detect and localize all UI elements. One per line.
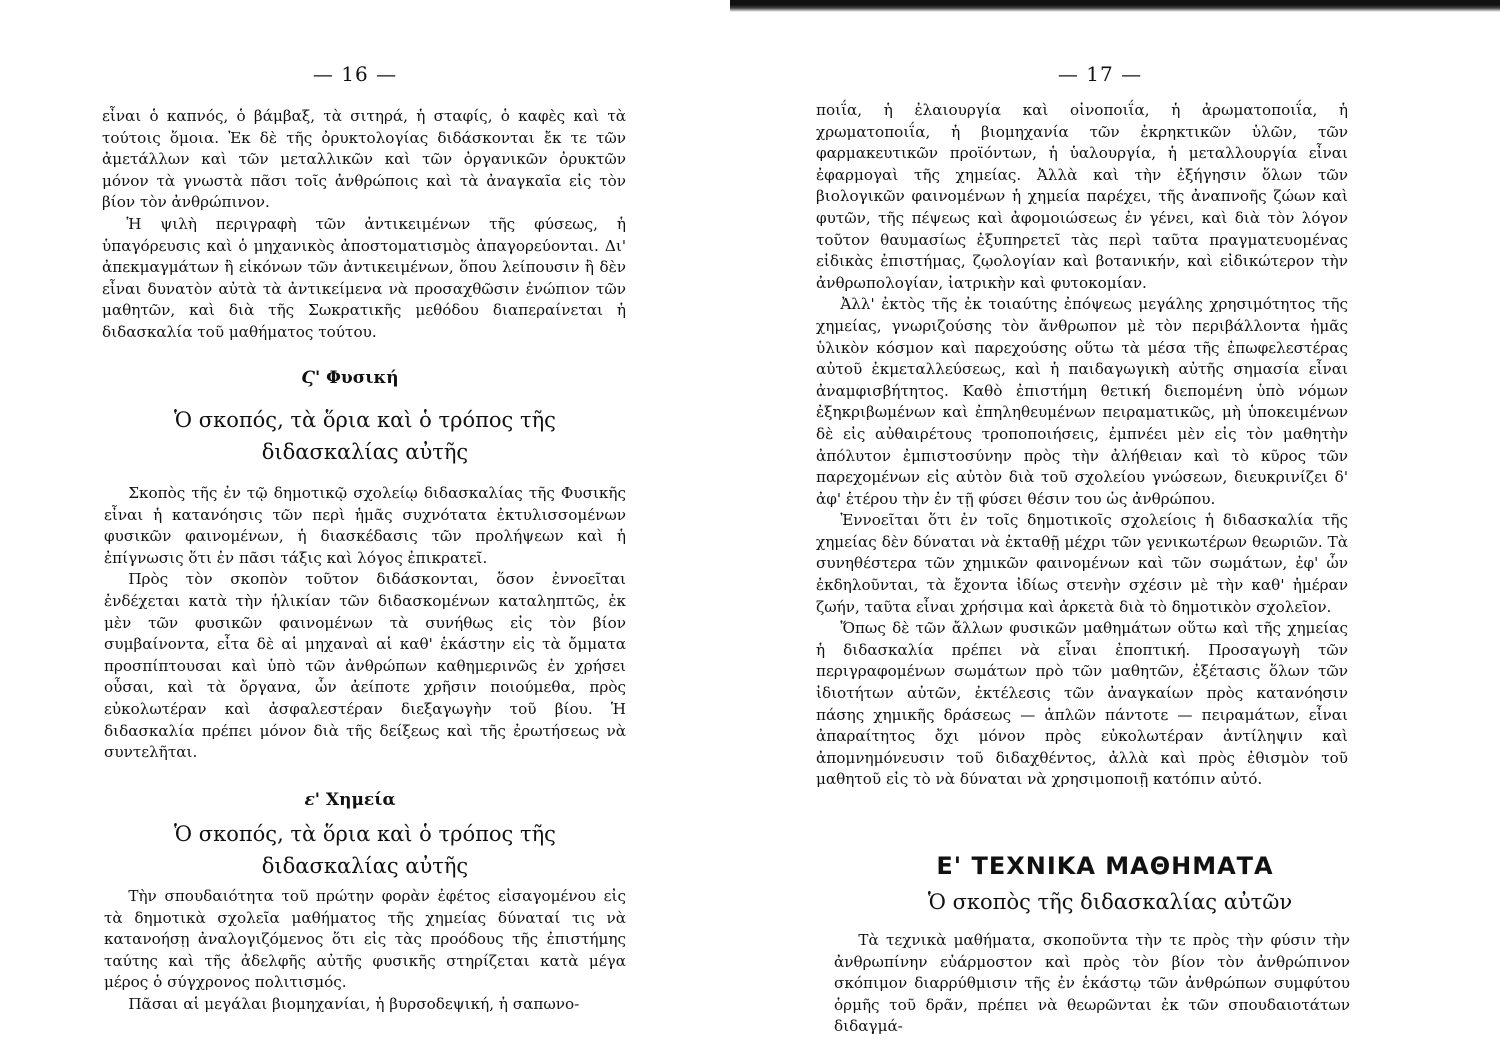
section-subheading-physics (130, 404, 600, 468)
paragraph: ποιΐα, ἡ ἐλαιουργία καὶ οἰνοποιΐα, ἡ ἀρωματοποιΐα, ἡ χρωματοποιΐα, ἡ βιομηχανία τῶν ἐκρηκτικῶν ὑλῶν, τῶν φαρμακευτικῶν προϊόντων, ἡ ὑαλουργία, ἡ μεταλλουργία εἶναι ἐφαρμογαὶ τῆς χημείας. Ἀλλὰ καὶ τὴν ἐξήγησιν ὅλων τῶν βιολογικῶν φαινομένων ἡ χημεία παρέχει, τῆς ἀναπνοῆς ζώων καὶ φυτῶν, τῆς πέψεως καὶ ἀφομοιώσεως ἐν γένει, καὶ διὰ τὸν λόγον τοῦτον θαυμασίως ἐξυπηρετεῖ τὰς περὶ ταῦτα πραγματευομένας εἰδικὰς ἐπιστήμας, ζῳολογίαν καὶ βοτανικήν, καὶ εἰδικώτερον τὴν ἀνθρωπολογίαν, ἰατρικὴν καὶ φυτοκομίαν. (816, 101, 1348, 292)
paragraph: Ἡ ψιλὴ περιγραφὴ τῶν ἀντικειμένων τῆς φύσεως, ἡ ὑπαγόρευσις καὶ ὁ μηχανικὸς ἀποστοματισμὸς ἀπαγορεύονται. Δι' ἀπεκμαγμάτων ἢ εἰκόνων τῶν ἀντικειμένων, ὅπου λείπουσιν ἢ δὲν εἶναι δυνατὸν αὐτὰ τὰ ἀντικείμενα νὰ προσαχθῶσιν ἐνώπιον τῶν μαθητῶν, καὶ διὰ τῆς Σωκρατικῆς μεθόδου διαπεραίνεται ἡ διδασκαλία τοῦ μαθήματος τούτου. (102, 214, 626, 341)
subheading-line: Ὁ σκοπός, τὰ ὅρια καὶ ὁ τρόπος τῆς (174, 822, 556, 846)
section-heading-chemistry (270, 790, 430, 810)
subheading-line: Ὁ σκοπός, τὰ ὅρια καὶ ὁ τρόπος τῆς (174, 408, 556, 432)
section-title: Χημεία (325, 790, 396, 810)
paragraph: Τὰ τεχνικὰ μαθήματα, σκοποῦντα τὴν τε πρὸς τὴν φύσιν τὴν ἀνθρωπίνην εὐάρμοστον καὶ πρὸς τὸν βίον τὸν ἀνθρώπινον σκόπιμον διαρρύθμισιν τῆς ἐν ἑκάστῳ τῶν ἀνθρώπων συμφύτου ὁρμῆς τοῦ δρᾶν, πρέπει νὰ θεωρῶνται ἐκ τῶν σπουδαιοτάτων διδαγμά- (834, 931, 1350, 1036)
chemistry-text (104, 886, 626, 1016)
section-number: Ϛ' (301, 368, 321, 388)
paragraph: Πρὸς τὸν σκοπὸν τοῦτον διδάσκονται, ὅσον ἐννοεῖται ἐνδέχεται κατὰ τὴν ἡλικίαν τῶν διδασκομένων καταληπτῶς, ἐκ μὲν τῶν φυσικῶν φαινομένων τὰ συνήθως εἰς τὸν βίον συμβαίνοντα, εἶτα δὲ αἱ μηχαναὶ αἱ καθ' ἑκάστην εἰς τὰ ὄμματα προσπίπτουσαι καὶ ὑπὸ τῶν ἀνθρώπων καθημερινῶς ἐν χρήσει οὖσαι, καὶ τὰ ὄργανα, ὧν ἀείποτε χρῆσιν ποιούμεθα, πρὸς εὐκολωτέραν καὶ ἀσφαλεστέραν διεξαγωγὴν τοῦ βίου. Ἡ διδασκαλία πρέπει μόνον διὰ τῆς δείξεως καὶ τῆς ἐρωτήσεως νὰ συντελῆται. (104, 570, 626, 762)
paragraph: Ἐννοεῖται ὅτι ἐν τοῖς δημοτικοῖς σχολείοις ἡ διδασκαλία τῆς χημείας δὲν δύναται νὰ ἐκταθῇ μέχρι τῶν γενικωτέρων θεωριῶν. Τὰ συνηθέστερα τῶν χημικῶν φαινομένων καὶ τῶν σωμάτων, ἐφ' ὧν ἐκδηλοῦνται, τὰ ἔχοντα ἰδίως στενὴν σχέσιν μὲ τὴν καθ' ἡμέραν ζωήν, ταῦτα εἶναι χρήσιμα καὶ ἀρκετὰ διὰ τὸ δημοτικὸν σχολεῖον. (816, 511, 1348, 616)
section-number: ε' (304, 790, 320, 810)
page-right (750, 0, 1500, 1059)
section-heading-physics (250, 368, 450, 388)
paragraph: εἶναι ὁ καπνός, ὁ βάμβαξ, τὰ σιτηρά, ἡ σταφίς, ὁ καφὲς καὶ τὰ τούτοις ὅμοια. Ἐκ δὲ τῆς ὀρυκτολογίας διδάσκονται ἔκ τε τῶν ἀμετάλλων καὶ τῶν μεταλλικῶν καὶ τῶν ὀργανικῶν ὀρυκτῶν μόνον τὰ γνωστὰ πᾶσι τοῖς ἀνθρώποις καὶ τὰ ἀναγκαῖα εἰς τὸν βίον τὸν ἀνθρώπινον. (102, 107, 626, 212)
physics-text (104, 483, 626, 764)
paragraph: Ὅπως δὲ τῶν ἄλλων φυσικῶν μαθημάτων οὕτω καὶ τῆς χημείας ἡ διδασκαλία πρέπει νὰ εἶναι ἐποπτική. Προσαγωγὴ τῶν περιγραφομένων σωμάτων πρὸ τῶν μαθητῶν, ἐξέτασις ὅλων τῶν ἰδιοτήτων αὐτῶν, ἐκτέλεσις τῶν ἀναγκαίων πρὸς κατανόησιν πάσης χημικῆς δράσεως — ἁπλῶν πάντοτε — πειραμάτων, εἶναι ἀπαραίτητος ὄχι μόνον πρὸς εὐκολωτέραν ἀντίληψιν καὶ ἀπομνημόνευσιν τοῦ διδαχθέντος, ἀλλὰ καὶ πρὸς ἐθισμὸν τοῦ μαθητοῦ εἰς τὸ νὰ δύναται νὰ χρησιμοποιῇ κατόπιν αὐτό. (816, 619, 1348, 789)
chemistry-continued-text (816, 100, 1348, 791)
page-number: — 16 — (312, 62, 398, 86)
section-title: Φυσική (326, 368, 399, 388)
section-subheading-technical: Ὁ σκοπὸς τῆς διδασκαλίας αὐτῶν (927, 890, 1293, 914)
section-subheading-chemistry (130, 818, 600, 882)
paragraph: Πᾶσαι αἱ μεγάλαι βιομηχανίαι, ἡ βυρσοδεψική, ἡ σαπωνο- (128, 994, 580, 1013)
section-heading-technical: Ε' ΤΕΧΝΙΚΑ ΜΑΘΗΜΑΤΑ (936, 852, 1274, 880)
paragraph: Σκοπὸς τῆς ἐν τῷ δημοτικῷ σχολείῳ διδασκαλίας τῆς Φυσικῆς εἶναι ἡ κατανόησις τῶν περὶ ἡμᾶς συχνότατα ἐκτυλισσομένων φυσικῶν φαινομένων, ἡ διασκέδασις τῶν προλήψεων καὶ ἡ ἐπίγνωσις ὅτι ἐν πᾶσι τάξις καὶ λόγος ἐπικρατεῖ. (104, 484, 626, 567)
intro-text (102, 106, 626, 344)
subheading-line: διδασκαλίας αὐτῆς (261, 440, 469, 464)
paragraph: Ἀλλ' ἐκτὸς τῆς ἐκ τοιαύτης ἐπόψεως μεγάλης χρησιμότητος τῆς χημείας, γνωριζούσης τὸν ἄνθρωπον μὲ τὸν περιβάλλοντα ἡμᾶς ὑλικὸν κόσμον καὶ παρεχούσης οὕτω τὰ μέσα τῆς ἐπωφελεστέρας αὐτοῦ ἐκμεταλλεύσεως, καὶ ἡ παιδαγωγικὴ αὐτῆς σημασία εἶναι ἀναμφισβήτητος. Καθὸ ἐπιστήμη θετική διεπομένη ὑπὸ νόμων ἐξηκριβωμένων καὶ ἐπηληθευμένων πειραματικῶς, μὴ ὑποκειμένων δὲ εἰς αὐθαιρέτους τροποποιήσεις, ἐμπνέει μὲν εἰς τὸν μαθητὴν ἀπόλυτον ἐμπιστοσύνην πρὸς τὴν ἀλήθειαν καὶ τὸ κῦρος τῶν παρεχομένων εἰς αὐτὸν διὰ τοῦ σχολείου γνώσεων, διευκρινίζει δ' ἀφ' ἑτέρου τὴν ἐν τῇ φύσει θέσιν του ὡς ἀνθρώπου. (816, 295, 1348, 508)
subheading-line: διδασκαλίας αὐτῆς (261, 854, 469, 878)
page-number: — 17 — (1057, 62, 1143, 86)
paragraph: Τὴν σπουδαιότητα τοῦ πρώτην φορὰν ἐφέτος εἰσαγομένου εἰς τὰ δημοτικὰ σχολεῖα μαθήματος τῆς χημείας δύναταί τις νὰ κατανοήσῃ ἀναλογιζόμενος ὅτι εἰς τὰς προόδους τῆς ἐπιστήμης ταύτης καὶ τῆς ἀδελφῆς αὐτῆς φυσικῆς στηρίζεται κατὰ μέγα μέρος ὁ σύγχρονος πολιτισμός. (104, 887, 626, 992)
technical-text (834, 930, 1350, 1038)
